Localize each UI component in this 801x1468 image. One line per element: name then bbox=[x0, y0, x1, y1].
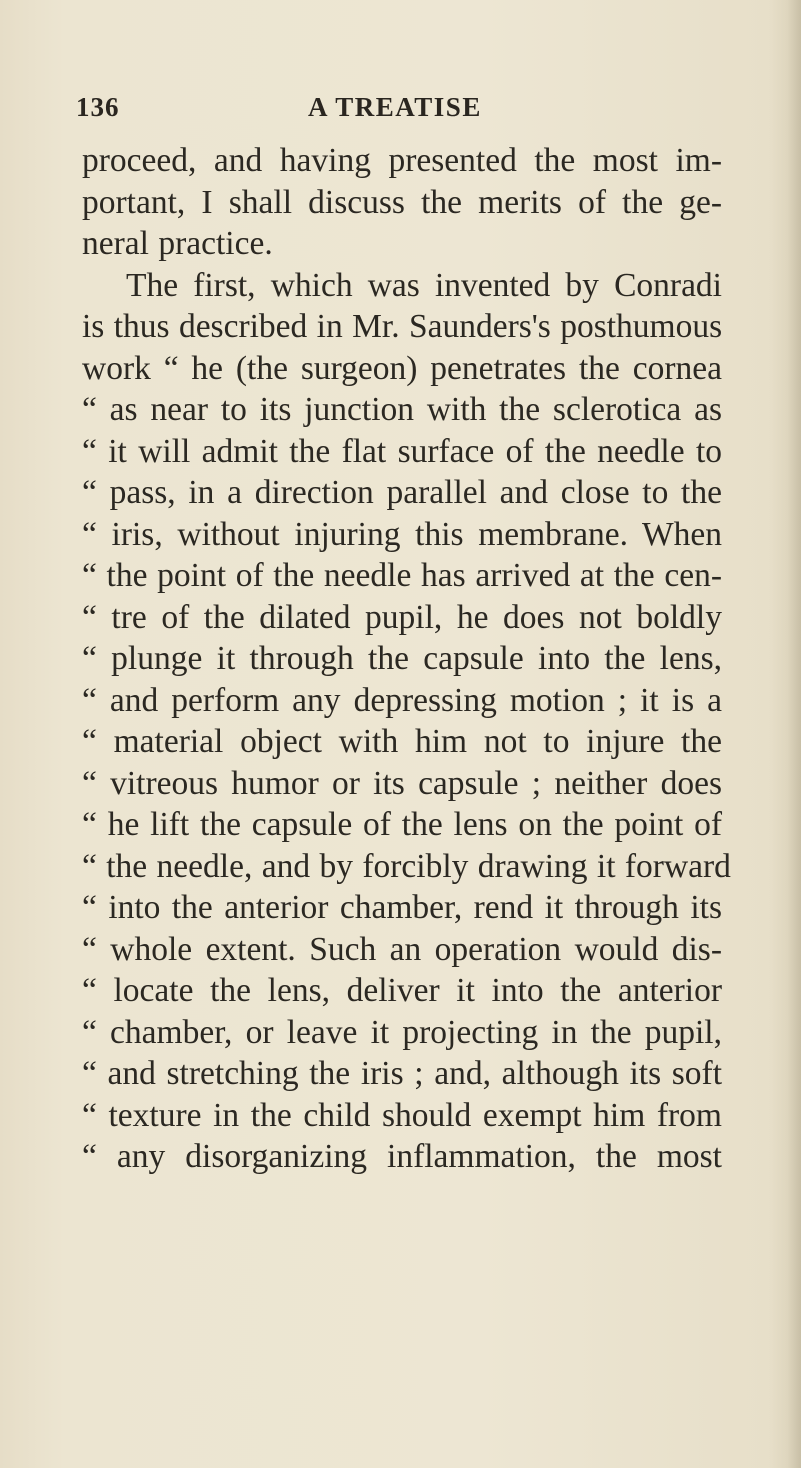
text-line: “ whole extent. Such an operation would dis- bbox=[82, 930, 722, 968]
running-title: A TREATISE bbox=[308, 92, 482, 122]
text-line: “ iris, without injuring this membrane. When bbox=[82, 515, 722, 553]
text-line: “ vitreous humor or its capsule ; neither does bbox=[82, 764, 722, 802]
text-line: The first, which was invented by Conradi bbox=[126, 266, 722, 304]
text-line: proceed, and having presented the most im- bbox=[82, 142, 722, 179]
text-line: “ chamber, or leave it projecting in the pupil, bbox=[82, 1013, 722, 1051]
running-head bbox=[76, 92, 686, 132]
text-line: work “ he (the surgeon) penetrates the cornea bbox=[82, 349, 722, 387]
text-line: “ tre of the dilated pupil, he does not boldly bbox=[82, 598, 722, 636]
text-line: is thus described in Mr. Saunders's posthumous bbox=[82, 308, 723, 345]
text-line: “ into the anterior chamber, rend it through its bbox=[82, 889, 722, 926]
text-line: “ it will admit the flat surface of the needle to bbox=[82, 432, 722, 470]
text-line: “ any disorganizing inflammation, the most bbox=[82, 1138, 722, 1175]
page-edge-shadow bbox=[787, 0, 801, 1468]
text-line: “ texture in the child should exempt him from bbox=[82, 1096, 722, 1134]
text-line: “ and perform any depressing motion ; it is a bbox=[82, 681, 722, 719]
text-line: portant, I shall discuss the merits of the ge- bbox=[82, 183, 722, 221]
text-line: “ the needle, and by forcibly drawing it forward bbox=[82, 847, 731, 885]
page-number: 136 bbox=[76, 92, 120, 122]
text-line: “ locate the lens, deliver it into the anterior bbox=[82, 972, 722, 1009]
text-line: “ he lift the capsule of the lens on the point of bbox=[82, 806, 722, 843]
text-line: “ plunge it through the capsule into the lens, bbox=[82, 640, 722, 677]
text-line: “ material object with him not to injure the bbox=[82, 723, 722, 760]
text-line: “ the point of the needle has arrived at the cen- bbox=[82, 557, 722, 594]
text-line: “ and stretching the iris ; and, although its soft bbox=[82, 1055, 722, 1092]
text-line: “ pass, in a direction parallel and close to the bbox=[82, 474, 722, 511]
body-text bbox=[82, 140, 731, 1178]
text-line: neral practice. bbox=[82, 225, 273, 262]
text-line: “ as near to its junction with the sclerotica as bbox=[82, 391, 722, 428]
